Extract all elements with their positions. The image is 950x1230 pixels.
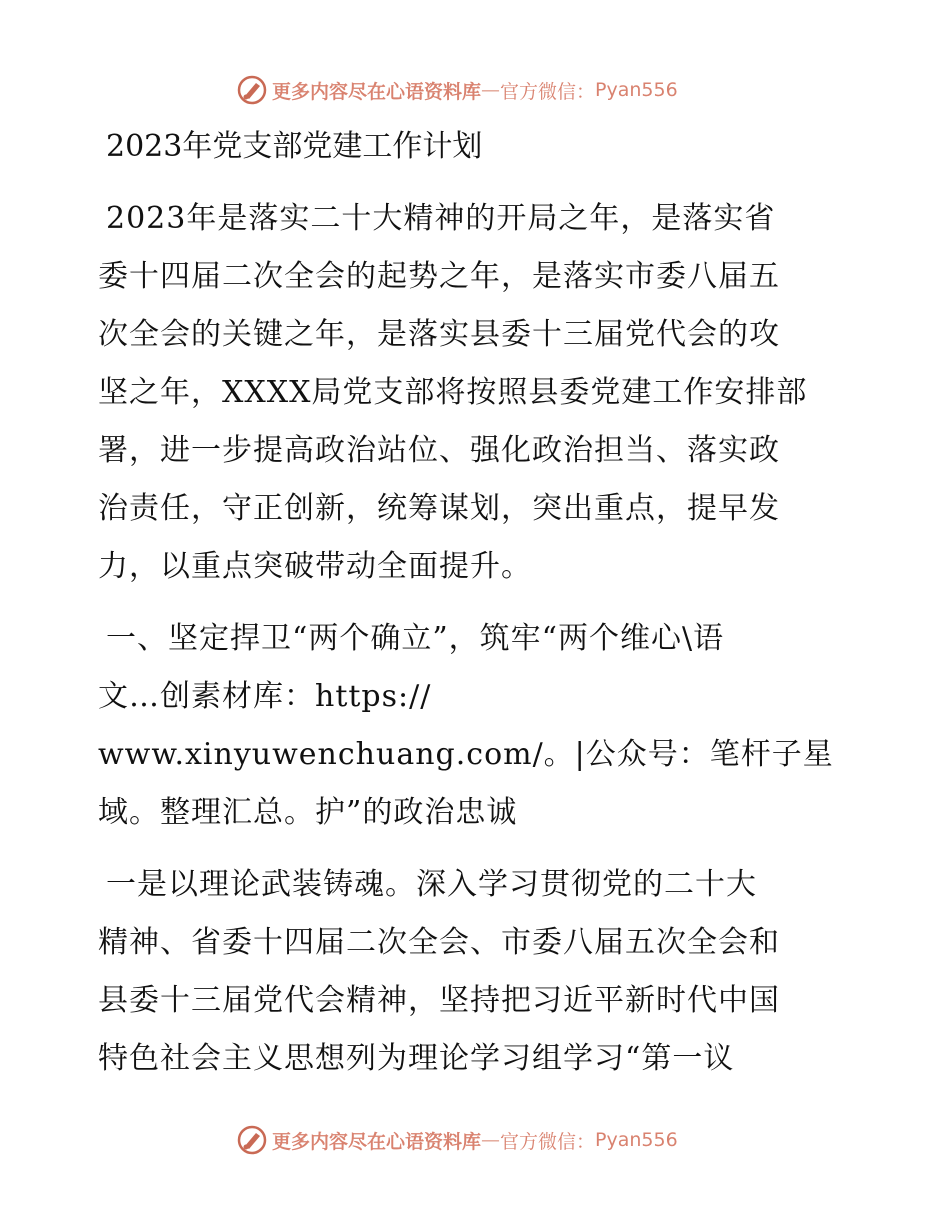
text-line: 治责任，守正创新，统筹谋划，突出重点，提早发 <box>98 491 780 526</box>
paragraph-theory-armament <box>98 856 858 1088</box>
paragraph-intro <box>98 190 858 596</box>
text-line: 文…创素材库：https:// <box>98 679 432 714</box>
footer-watermark-banner <box>236 1122 678 1158</box>
text-line: 精神、省委十四届二次全会、市委八届五次全会和 <box>98 925 780 960</box>
banner-separator: — <box>481 79 501 101</box>
text-line: 2023年是落实二十大精神的开局之年，是落实省 <box>106 201 776 236</box>
paragraph-section-one-heading <box>98 610 858 842</box>
text-line: 一、坚定捍卫“两个确立”，筑牢“两个维心\语 <box>106 621 725 656</box>
banner-wechat-id: Pyan556 <box>595 79 678 101</box>
banner-sub-text: 官方微信： <box>500 1130 596 1153</box>
brush-logo-icon <box>236 74 268 106</box>
banner-separator: — <box>481 1129 501 1151</box>
banner-wechat-id: Pyan556 <box>595 1129 678 1151</box>
document-body <box>98 118 858 1088</box>
text-line: 次全会的关键之年，是落实县委十三届党代会的攻 <box>98 317 780 352</box>
text-line: 特色社会主义思想列为理论学习组学习“第一议 <box>98 1041 735 1076</box>
header-watermark-banner <box>236 72 678 108</box>
text-line: 县委十三届党代会精神，坚持把习近平新时代中国 <box>98 983 780 1018</box>
banner-main-text: 更多内容尽在心语资料库 <box>272 1130 482 1153</box>
text-line: 委十四届二次全会的起势之年，是落实市委八届五 <box>98 259 780 294</box>
text-line: 域。整理汇总。护”的政治忠诚 <box>98 795 518 830</box>
brush-logo-icon <box>236 1124 268 1156</box>
banner-sub-text: 官方微信： <box>500 80 596 103</box>
text-line: 一是以理论武装铸魂。深入学习贯彻党的二十大 <box>106 867 757 902</box>
text-line: 坚之年，XXXX局党支部将按照县委党建工作安排部 <box>98 375 808 410</box>
text-line: www.xinyuwenchuang.com/。|公众号：笔杆子星 <box>98 737 834 772</box>
text-line: 力，以重点突破带动全面提升。 <box>98 549 532 584</box>
text-line: 署，进一步提高政治站位、强化政治担当、落实政 <box>98 433 780 468</box>
document-title: 2023年党支部党建工作计划 <box>106 129 483 164</box>
banner-main-text: 更多内容尽在心语资料库 <box>272 80 482 103</box>
